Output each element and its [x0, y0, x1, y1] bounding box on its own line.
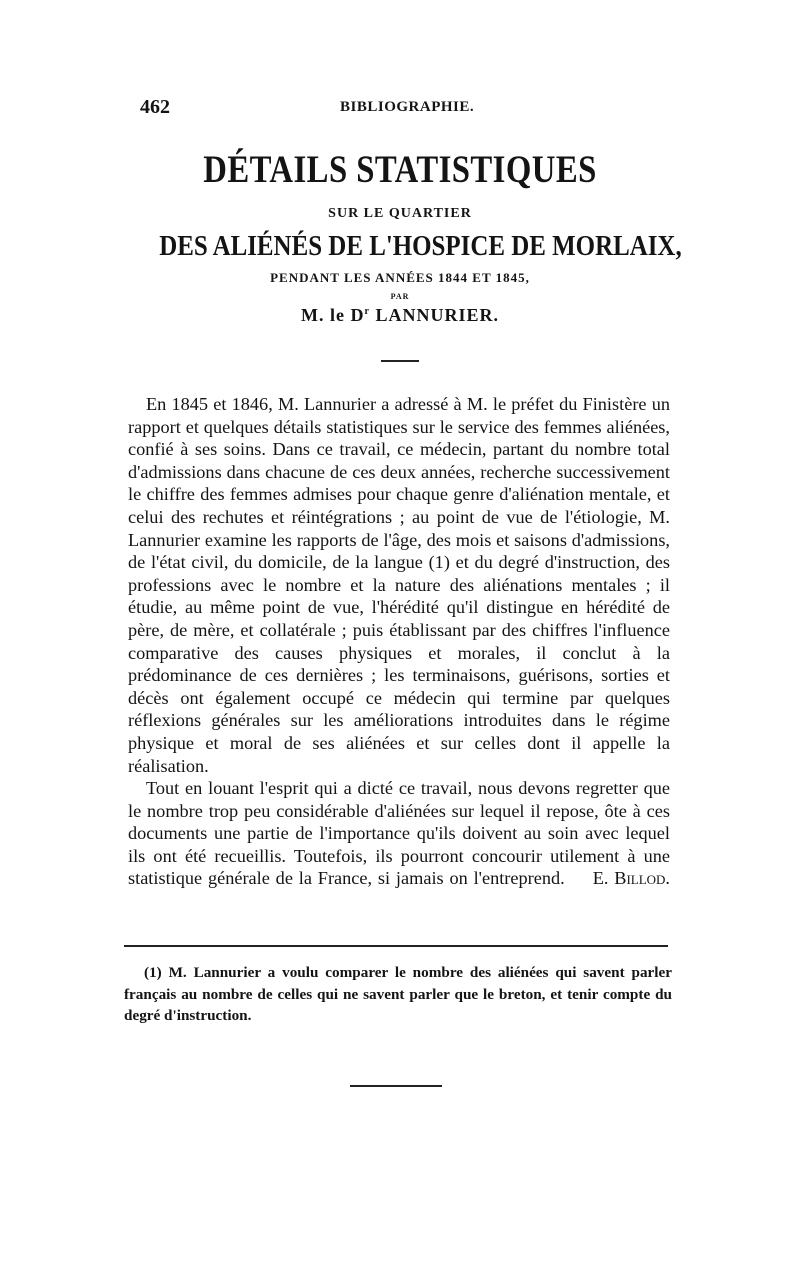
footnote-text: (1) M. Lannurier a voulu comparer le nombre des aliénées qui savent parler français au nombre de celles qui ne savent parler que le breton, et tenir compte du degré d'instruction.: [124, 964, 672, 1024]
author-name: LANNURIER.: [369, 305, 499, 325]
article-subtitle-1: SUR LE QUARTIER: [328, 206, 472, 221]
author-sup: r: [364, 306, 370, 317]
running-header-title: BIBLIOGRAPHIE.: [340, 99, 475, 115]
footnote: [124, 962, 672, 1027]
paragraph-1: En 1845 et 1846, M. Lannurier a adressé à M. le préfet du Finistère un rapport et quelques détails statistiques sur le service des femmes aliénées, confié à ses soins. Dans ce travail, ce médecin, partant du nombre total d'admissions dans chacune de ces deux années, recherche successivement le chiffre des femmes admises pour chaque genre d'aliénation mentale, et celui des rechutes et réintégrations ; au point de vue de l'étiologie, M. Lannurier examine les rapports de l'âge, des mois et saisons d'admissions, de l'état civil, du domicile, de la langue (1) et du degré d'instruction, des professions avec le nombre et la nature des aliénations mentales ; il étudie, au même point de vue, l'hérédité qu'il distingue en hérédité de père, de mère, et collatérale ; puis établissant par des chiffres l'influence comparative des causes physiques et morales, il conclut à la prédominance de ces dernières ; les terminaisons, guérisons, sorties et décès ont également occupé ce médecin qui termine par quelques réflexions générales sur les améliorations introduites dans le régime physique et moral de ses aliénées et sur celles dont il appelle la réalisation.: [128, 394, 670, 776]
article-subtitle-3: PENDANT LES ANNÉES 1844 ET 1845,: [270, 270, 530, 285]
article-par: PAR: [390, 292, 410, 301]
footnote-divider: [124, 945, 668, 947]
article-subtitle-2: DES ALIÉNÉS DE L'HOSPICE DE MORLAIX,: [159, 230, 682, 262]
article-author: [120, 305, 680, 326]
article-title-block: [120, 148, 680, 326]
paragraph-2-text: Tout en louant l'esprit qui a dicté ce travail, nous devons regretter que le nombre trop peu considérable d'aliénées sur lequel il repose, ôte à ces documents une partie de l'importance qu'ils doivent au soin avec lequel ils ont été recueillis. Toutefois, ils pourront concourir utilement à une statistique générale de la France, si jamais on l'entreprend.: [128, 778, 670, 889]
author-prefix: M. le D: [301, 305, 365, 325]
page-number: 462: [140, 96, 170, 118]
title-divider: [381, 360, 419, 362]
end-rule: [350, 1085, 442, 1087]
running-header: [140, 96, 670, 122]
paragraph-2: [128, 777, 670, 890]
article-title: DÉTAILS STATISTIQUES: [203, 148, 597, 191]
signature: E. Billod.: [592, 868, 670, 889]
article-body: [128, 393, 670, 890]
